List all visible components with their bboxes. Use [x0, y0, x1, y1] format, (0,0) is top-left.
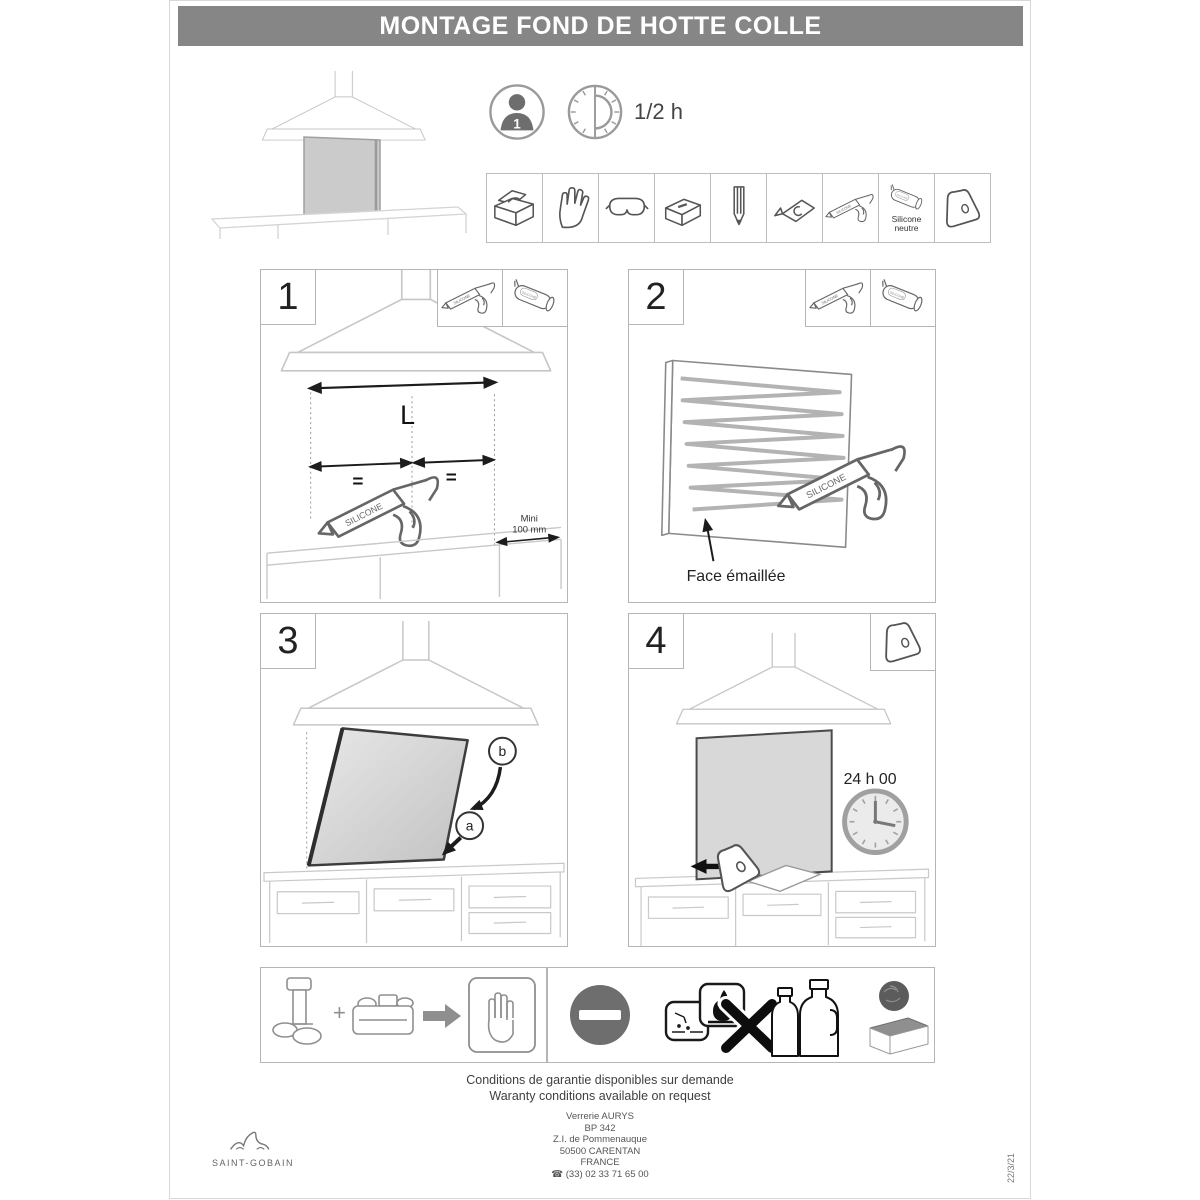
plus-sign: + [333, 1000, 346, 1025]
required-tools-strip [486, 173, 991, 243]
saint-gobain-logo [194, 1127, 312, 1168]
spreader-box [870, 613, 936, 671]
width-dimension-arrow [310, 378, 496, 393]
faucet-soap-icon [273, 978, 321, 1044]
silicone-tube-box [502, 269, 568, 327]
min-distance-line1: Mini [520, 512, 538, 524]
address-line: ☎ (33) 02 33 71 65 00 [551, 1168, 649, 1180]
tool-silicone-neutral [878, 173, 935, 243]
caulking-gun-icon [825, 190, 877, 226]
caulking-gun-icon [809, 278, 867, 318]
tool-pencil [710, 173, 767, 243]
cabinets [264, 863, 564, 943]
cure-time-label: 24 h 00 [843, 770, 897, 788]
label-a: a [465, 817, 474, 834]
duration-text: 1/2 h [634, 99, 683, 124]
step-3-panel [260, 613, 568, 947]
cleaning-illustration [261, 968, 546, 1062]
step-1-panel [260, 269, 568, 603]
silicone-name-line1: Silicone [891, 213, 922, 224]
warranty-note-en: Waranty conditions available on request [489, 1089, 711, 1103]
saint-gobain-logo-mark [221, 1127, 285, 1155]
caulking-gun-icon [441, 278, 499, 318]
half-dimension-arrows [311, 456, 494, 471]
hood-icon [677, 633, 891, 724]
step4-tools [871, 613, 936, 671]
step-number: 4 [628, 613, 684, 669]
installed-splashback-panel [697, 730, 832, 879]
step-number: 3 [260, 613, 316, 669]
tool-cutter [766, 173, 823, 243]
silicone-tube-icon [508, 278, 562, 318]
wipe-cloth-icon [469, 978, 535, 1052]
dimension-label: L [400, 400, 416, 431]
step-number: 2 [628, 269, 684, 325]
silicone-tube-icon [883, 184, 931, 214]
equal-sign-right: = [445, 466, 457, 488]
cleaning-instructions-box [260, 967, 547, 1063]
then-arrow [423, 1004, 461, 1028]
prohibited-products-box [547, 967, 935, 1063]
caulking-gun-icon [319, 477, 438, 545]
enamel-face-label: Face émaillée [686, 568, 786, 586]
address-line: FRANCE [580, 1157, 620, 1168]
silicone-tube-icon [876, 278, 930, 318]
tool-toolbox [486, 173, 543, 243]
caulking-gun-box [437, 269, 503, 327]
tool-gloves [542, 173, 599, 243]
step2-tools [806, 269, 936, 327]
step1-tools [438, 269, 568, 327]
tool-spreader [934, 173, 991, 243]
chemical-bottles-icon [772, 980, 838, 1056]
tool-safety-glasses [598, 173, 655, 243]
step-2-panel [628, 269, 936, 603]
sheet-title: MONTAGE FOND DE HOTTE COLLE [178, 6, 1023, 46]
tool-caulking-gun [822, 173, 879, 243]
equal-sign-left: = [352, 470, 364, 492]
finished-product-illustration [208, 67, 473, 241]
step-number: 1 [260, 269, 316, 325]
panel-back-face [662, 360, 852, 547]
worktop [267, 527, 561, 599]
cure-clock-icon [845, 791, 907, 853]
silicone-tube-box [870, 269, 936, 327]
instruction-sheet [169, 0, 1031, 1199]
toolbox-icon [491, 181, 539, 235]
min-distance-arrow [497, 534, 558, 546]
abrasive-sponge-icon [870, 1018, 928, 1054]
address-line: BP 342 [584, 1122, 616, 1134]
min-distance-line2: 100 mm [512, 523, 547, 535]
duration-clock-icon [566, 83, 624, 141]
label-b: b [498, 743, 507, 760]
address-line: Z.I. de Pommenauque [553, 1134, 647, 1145]
caulking-gun-box [805, 269, 871, 327]
revision-date-code: 22/3/21 [1006, 1152, 1016, 1183]
gloves-icon [547, 181, 595, 235]
person-count-icon [488, 83, 546, 141]
brand-name: SAINT-GOBAIN [211, 1158, 294, 1168]
warranty-note-fr: Conditions de garantie disponibles sur demande [466, 1073, 734, 1087]
hood-icon [293, 621, 538, 725]
spreader-icon [881, 620, 925, 664]
sponge-caddy-icon [353, 995, 413, 1034]
tilted-splashback-panel [309, 728, 468, 865]
silicone-name-line2: neutre [894, 222, 919, 233]
cutter-icon [771, 181, 819, 235]
tool-spacer-block [654, 173, 711, 243]
step-4-panel [628, 613, 936, 947]
address-line: Verrerie AURYS [566, 1111, 634, 1122]
steel-wool-icon [879, 981, 909, 1011]
address-line: 50500 CARENTAN [559, 1145, 641, 1157]
hood-icon [262, 71, 425, 140]
safety-glasses-icon [603, 181, 651, 235]
prohibited-illustration [548, 968, 934, 1062]
splashback-panel [304, 137, 380, 221]
person-count: 1 [513, 116, 521, 132]
spreader-icon [942, 187, 984, 229]
pencil-icon [715, 181, 763, 235]
spacer-block-icon [659, 181, 707, 235]
